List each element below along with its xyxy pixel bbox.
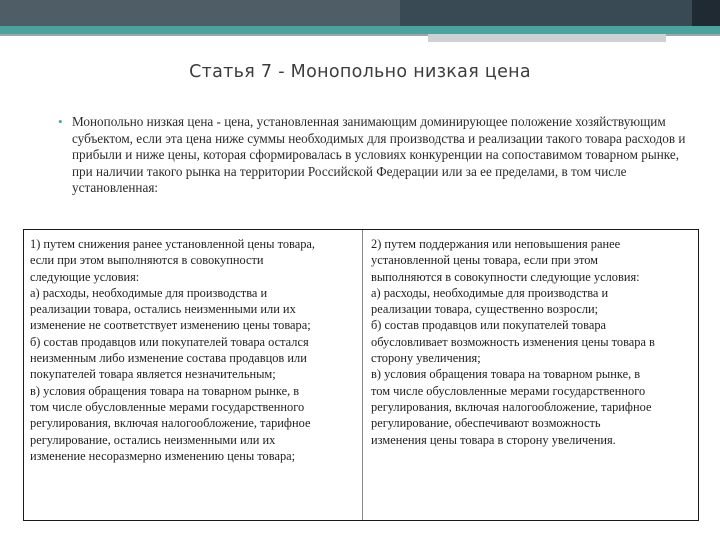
table-cell-line: б) состав продавцов или покупателей товара <box>371 318 607 333</box>
table-cell-line: изменение не соответствует изменению цены товара; <box>30 318 311 333</box>
table-cell-line: а) расходы, необходимые для производства и <box>371 285 609 300</box>
slide-title: Статья 7 - Монопольно низкая цена <box>189 62 531 82</box>
bullet-paragraph <box>58 114 698 197</box>
table-cell-line: реализации товара, существенно возросли; <box>371 302 599 317</box>
table-cell-line: в) условия обращения товара на товарном рынке, в <box>371 367 641 382</box>
table-cell-line: следующие условия: <box>30 269 140 284</box>
table-cell-left <box>24 230 363 520</box>
bullet-dot-icon: • <box>58 114 63 129</box>
table-cell-line: регулирования, включая налогообложение, тарифное <box>371 399 652 414</box>
table-cell-line: если при этом выполняются в совокупности <box>30 253 264 268</box>
header-accent-stripe <box>0 26 720 34</box>
table-cell-line: регулирование, обеспечивают возможность <box>371 416 601 431</box>
table-cell-line: том числе обусловленные мерами государственного <box>371 383 646 398</box>
table-cell-line: регулирования, включая налогообложение, тарифное <box>30 416 311 431</box>
table-cell-line: покупателей товара является незначительным; <box>30 367 276 382</box>
table-cell-line: в) условия обращения товара на товарном рынке, в <box>30 383 300 398</box>
table-cell-line: неизменным либо изменение состава продавцов или <box>30 351 307 366</box>
header-accent-block <box>428 34 666 42</box>
table-cell-right <box>363 230 698 520</box>
table-cell-line: 1) путем снижения ранее установленной цены товара, <box>30 237 315 251</box>
bullet-text: Монопольно низкая цена - цена, установленная занимающим доминирующее положение хозяйствующим субъектом, если эта цена ниже суммы необходимых для производства и реализации такого товара расходов и прибыли и ниже цены, которая сформировалась в условиях конкуренции на сопоставимом товарном рынке, при наличии такого рынка на территории Российской Федерации или за ее пределами, в том числе установленная: <box>72 114 686 196</box>
table-cell-line: регулирование, остались неизменными или их <box>30 432 276 447</box>
conditions-table <box>23 229 699 521</box>
header-band-segment <box>400 0 692 26</box>
table-cell-line: 2) путем поддержания или неповышения ранее <box>371 237 621 251</box>
table-cell-line: б) состав продавцов или покупателей товара остался <box>30 334 309 349</box>
table-cell-line: изменения цены товара в сторону увеличения. <box>371 432 616 447</box>
header-band-corner <box>692 0 720 26</box>
table-cell-line: сторону увеличения; <box>371 351 481 366</box>
header-band <box>0 0 720 26</box>
table-cell-line: реализации товара, остались неизменными или их <box>30 302 296 317</box>
table-cell-line: а) расходы, необходимые для производства и <box>30 285 268 300</box>
table-cell-line: выполняются в совокупности следующие условия: <box>371 269 640 284</box>
table-cell-line: установленной цены товара, если при этом <box>371 253 598 268</box>
table-cell-line: обусловливает возможность изменения цены товара в <box>371 334 655 349</box>
table-cell-line: том числе обусловленные мерами государственного <box>30 399 305 414</box>
table-cell-line: изменение несоразмерно изменению цены товара; <box>30 448 296 463</box>
